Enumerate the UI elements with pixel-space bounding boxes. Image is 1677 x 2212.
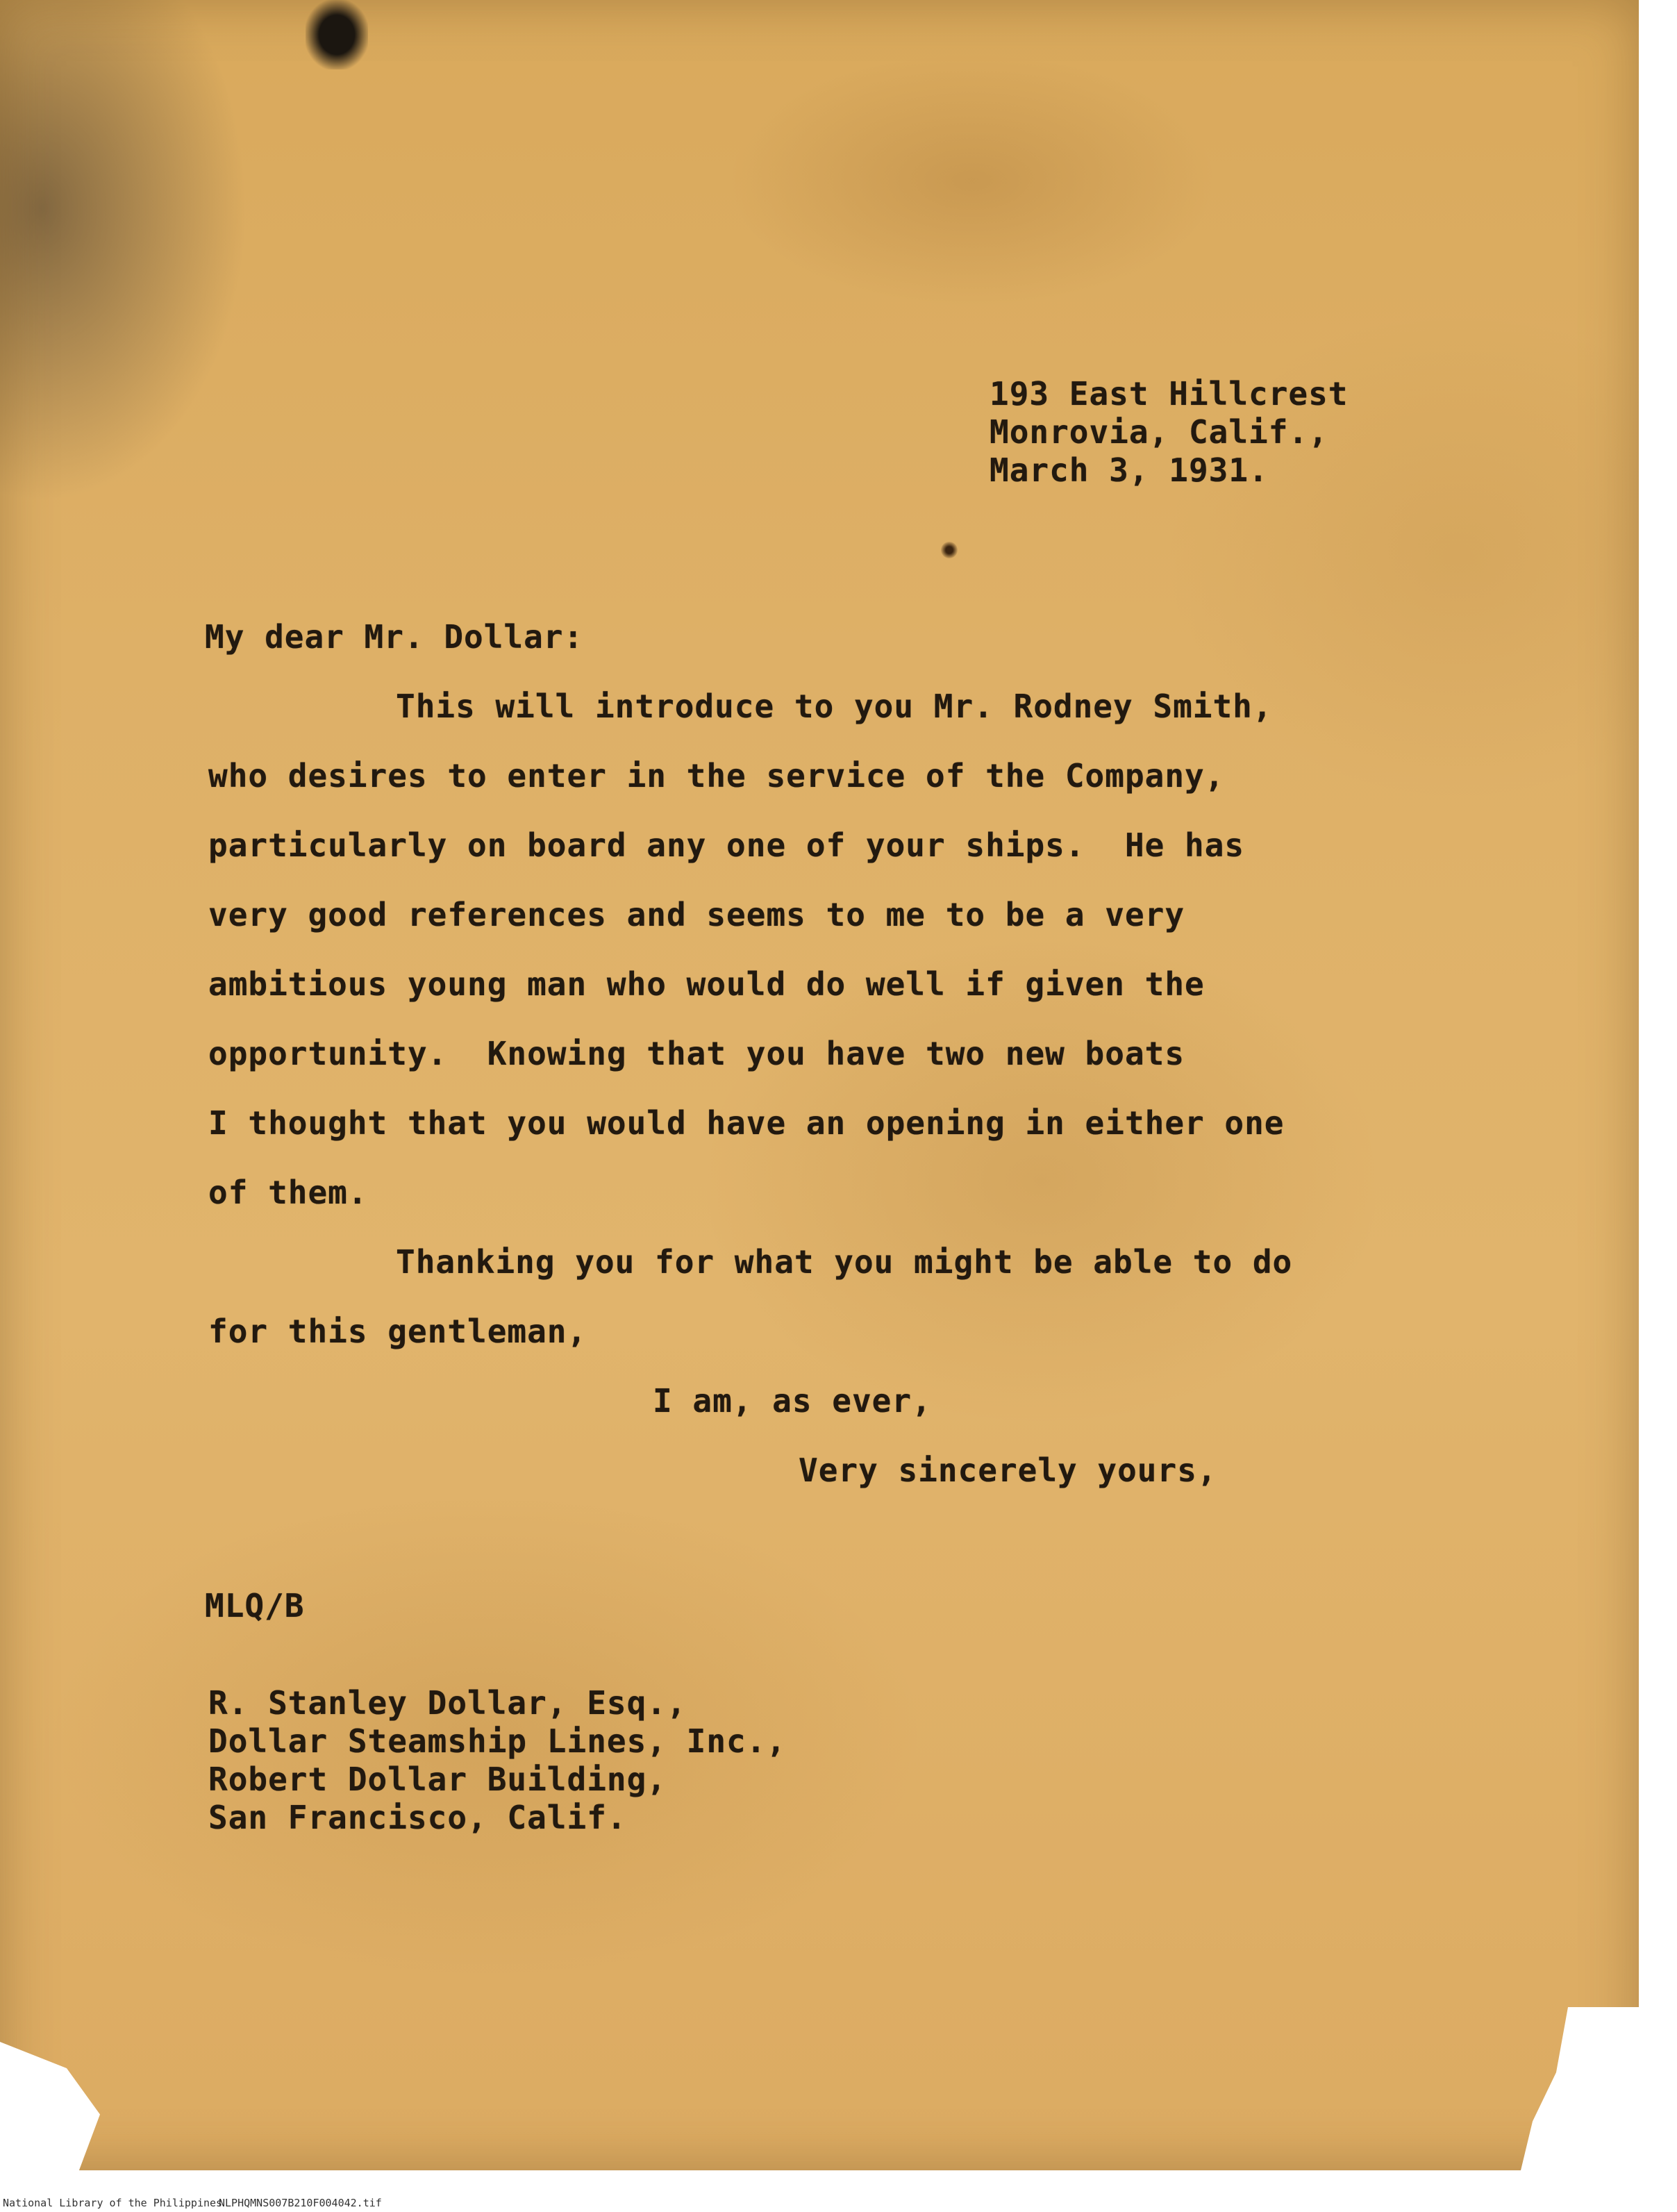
- recipient-line-2: Dollar Steamship Lines, Inc.,: [208, 1722, 787, 1760]
- ink-stain: [306, 0, 368, 69]
- address-line-1: 193 East Hillcrest: [990, 375, 1349, 413]
- body-line-9: Thanking you for what you might be able to do: [396, 1243, 1293, 1281]
- body-line-7: I thought that you would have an opening in either one: [208, 1104, 1285, 1142]
- letter-date: March 3, 1931.: [990, 451, 1269, 489]
- paper-spot: [941, 542, 958, 558]
- body-line-3: particularly on board any one of your ships. He has: [208, 826, 1245, 864]
- recipient-line-3: Robert Dollar Building,: [208, 1761, 667, 1798]
- salutation: My dear Mr. Dollar:: [205, 618, 584, 656]
- recipient-line-1: R. Stanley Dollar, Esq.,: [208, 1684, 687, 1722]
- body-line-5: ambitious young man who would do well if given the: [208, 965, 1205, 1003]
- recipient-line-4: San Francisco, Calif.: [208, 1799, 627, 1836]
- body-line-4: very good references and seems to me to be a very: [208, 896, 1185, 933]
- archive-institution: National Library of the Philippines: [3, 2197, 223, 2209]
- closing-line: I am, as ever,: [653, 1382, 932, 1420]
- typist-initials: MLQ/B: [205, 1587, 305, 1624]
- archive-filename: NLPHQMNS007B210F004042.tif: [219, 2197, 382, 2209]
- complimentary-close: Very sincerely yours,: [799, 1452, 1217, 1489]
- body-line-8: of them.: [208, 1174, 368, 1211]
- archive-footer: [0, 2195, 1677, 2212]
- body-line-2: who desires to enter in the service of the Company,: [208, 757, 1225, 795]
- body-line-6: opportunity. Knowing that you have two new boats: [208, 1035, 1185, 1072]
- body-line-1: This will introduce to you Mr. Rodney Smith,: [396, 688, 1273, 725]
- body-line-10: for this gentleman,: [208, 1313, 587, 1350]
- address-line-2: Monrovia, Calif.,: [990, 413, 1328, 451]
